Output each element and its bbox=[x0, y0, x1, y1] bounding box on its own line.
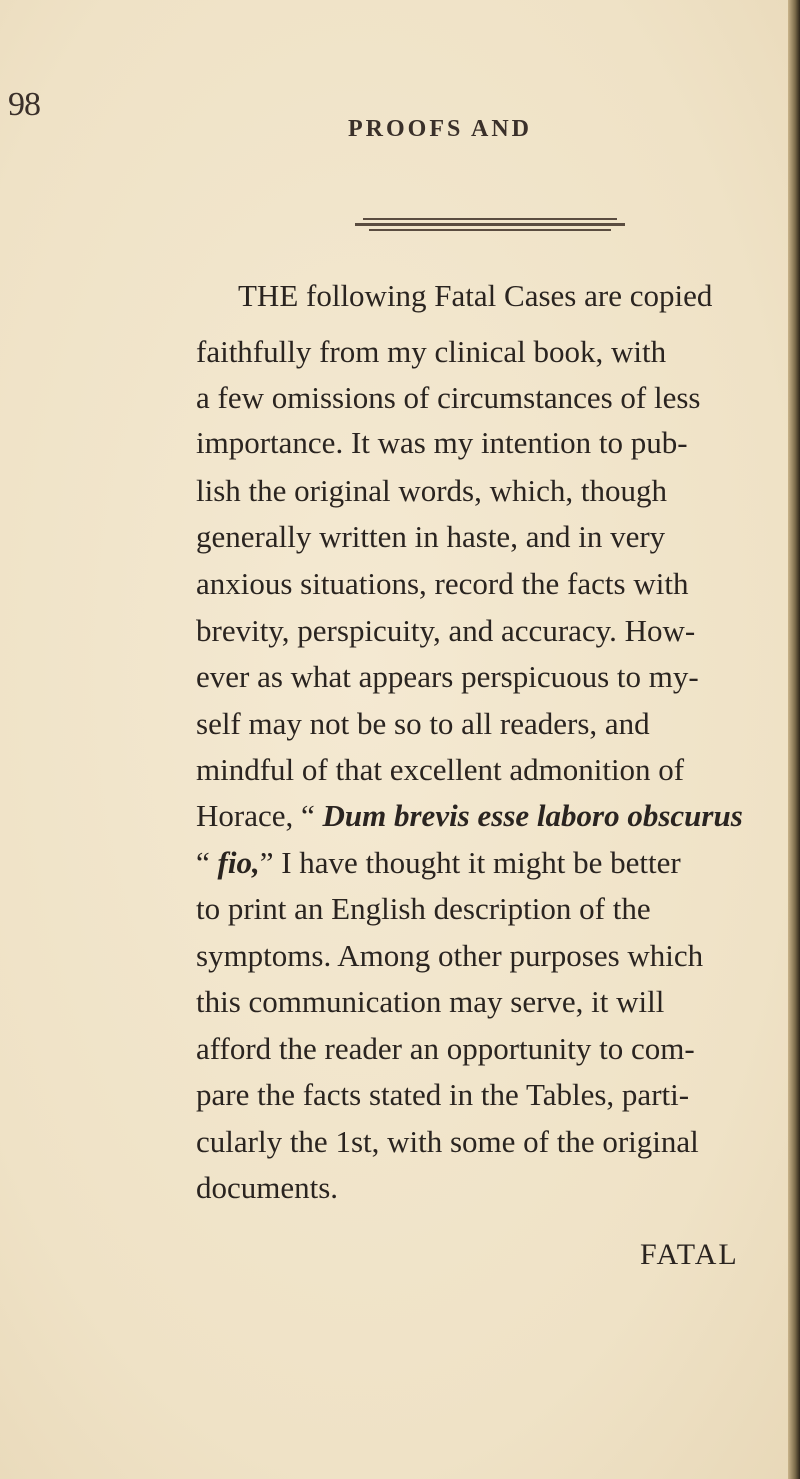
text-line: cularly the 1st, with some of the original bbox=[196, 1124, 699, 1159]
text-line: generally written in haste, and in very bbox=[196, 519, 666, 554]
text-line: pare the facts stated in the Tables, parti- bbox=[196, 1077, 690, 1112]
text-line-with-quote bbox=[196, 798, 743, 834]
text-line: self may not be so to all readers, and bbox=[196, 706, 650, 741]
latin-quote: Dum brevis esse laboro obscurus bbox=[322, 798, 743, 833]
text-line: mindful of that excellent admonition of bbox=[196, 752, 685, 787]
page-number: 98 bbox=[8, 86, 40, 123]
quote-rest: ” I have thought it might be better bbox=[259, 845, 681, 880]
text-line: documents. bbox=[196, 1170, 339, 1205]
quote-prefix: Horace, “ bbox=[196, 798, 323, 833]
quote-open: “ bbox=[196, 845, 218, 880]
text-line: a few omissions of circumstances of less bbox=[196, 380, 701, 415]
text-line: importance. It was my intention to pub- bbox=[196, 425, 688, 460]
catchword: FATAL bbox=[640, 1238, 739, 1271]
running-head: PROOFS AND bbox=[348, 116, 533, 142]
text-line: anxious situations, record the facts with bbox=[196, 566, 689, 601]
text-line: to print an English description of the bbox=[196, 891, 651, 926]
text-line: this communication may serve, it will bbox=[196, 984, 665, 1019]
latin-quote: fio, bbox=[217, 845, 260, 880]
text-line: brevity, perspicuity, and accuracy. How- bbox=[196, 613, 696, 648]
text-line: faithfully from my clinical book, with bbox=[196, 334, 667, 369]
text-line-with-quote bbox=[196, 845, 681, 881]
text-line: THE following Fatal Cases are copied bbox=[238, 278, 713, 313]
text-line: afford the reader an opportunity to com- bbox=[196, 1031, 695, 1066]
text-line: ever as what appears perspicuous to my- bbox=[196, 659, 699, 694]
text-line: symptoms. Among other purposes which bbox=[196, 938, 704, 973]
text-line: lish the original words, which, though bbox=[196, 473, 667, 508]
